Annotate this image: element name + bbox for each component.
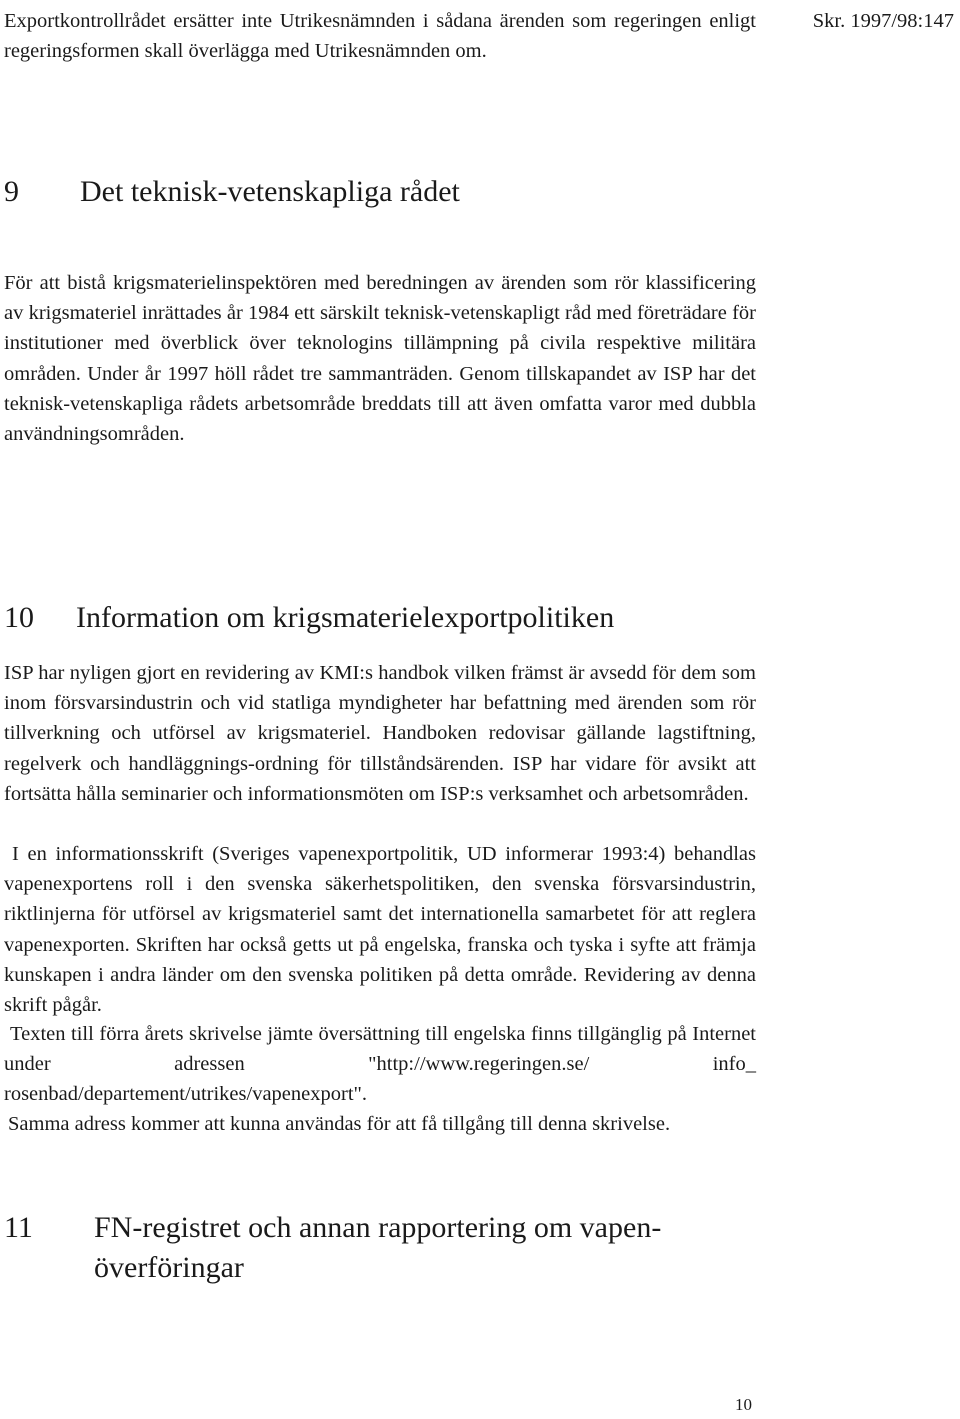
section-10-paragraph-3: Texten till förra årets skrivelse jämte översättning till engelska finns tillgänglig på Internet under adressen "http://www.regeringen.se/ info_ rosenbad/departement/utrikes/vapenexport".: [4, 1023, 756, 1106]
section-heading-10: [4, 598, 614, 638]
section-10-paragraph-2: I en informationsskrift (Sveriges vapenexportpolitik, UD informerar 1993:4) behandlas vapenexportens roll i den svenska säkerhetspolitiken, den svenska försvarsindustrin, riktlinjerna för utförsel av krigsmateriel samt det internationella samarbetet för att reglera vapenexporten. Skriften har också getts ut på engelska, franska och tyska i syfte att främja kunskapen i andra länder om den svenska politiken på detta område. Revidering av denna skrift pågår.: [4, 843, 756, 1017]
section-10-paragraph-1: ISP har nyligen gjort en revidering av KMI:s handbok vilken främst är avsedd för dem som inom försvarsindustrin och vid statliga myndigheter har befattning med ärenden som rör tillverkning och utförsel av krigsmateriel. Handboken redovisar gällande lagstiftning, regelverk och handläggnings-ordning för tillståndsärenden. ISP har vidare för avsikt att fortsätta hålla seminarier och informationsmöten om ISP:s verksamhet och arbetsområden.: [4, 662, 756, 805]
section-number: 11: [4, 1211, 33, 1244]
continued-paragraph: Exportkontrollrådet ersätter inte Utrikesnämnden i sådana ärenden som regeringen enligt regeringsformen skall överlägga med Utrikesnämnden om.: [4, 10, 756, 62]
section-9-paragraph: För att bistå krigsmaterielinspektören med beredningen av ärenden som rör klassificering av krigsmateriel inrättades år 1984 ett särskilt teknisk-vetenskapligt råd med företrädare för institutioner med överblick över teknologins tillämpning på civila respektive militära områden. Under år 1997 höll rådet tre sammanträden. Genom tillskapandet av ISP har det teknisk-vetenskapliga rådets arbetsområde breddats till att även omfatta varor med dubbla användningsområden.: [4, 272, 756, 446]
section-heading-11: [4, 1208, 754, 1288]
running-header: Skr. 1997/98:147: [812, 10, 954, 32]
section-title: Information om krigsmaterielexportpolitiken: [76, 601, 615, 634]
section-title: FN-registret och annan rapportering om vapen-överföringar: [94, 1211, 662, 1284]
section-10-paragraph-4: Samma adress kommer att kunna användas för att få tillgång till denna skrivelse.: [8, 1113, 671, 1135]
section-number: 10: [4, 601, 34, 634]
section-number: 9: [4, 175, 19, 208]
section-heading-9: [4, 172, 460, 212]
page-number: 10: [735, 1395, 752, 1414]
section-title: Det teknisk-vetenskapliga rådet: [80, 175, 460, 208]
